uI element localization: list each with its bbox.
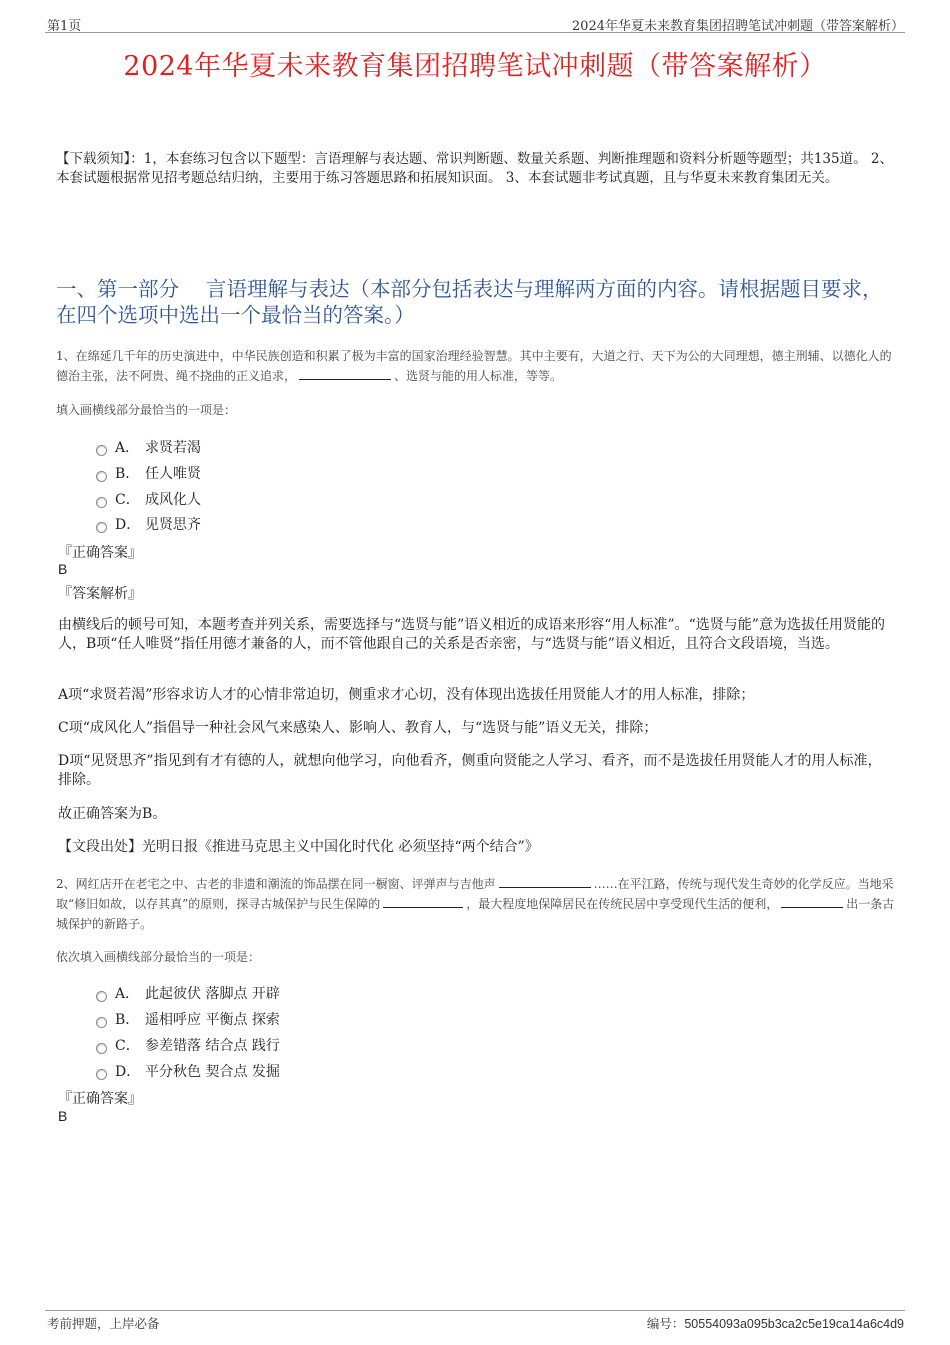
correct-answer: B xyxy=(58,561,68,577)
analysis-paragraph: C项“成风化人”指倡导一种社会风气来感染人、影响人、教育人，与“选贤与能”语义无关，排除； xyxy=(58,720,658,736)
download-notice: 【下载须知】：1，本套练习包含以下题型：言语理解与表达题、常识判断题、数量关系题、判断推理题和资料分析题等题型；共135道。 2、本套试题根据常见招考题总结归纳，主要用于练习答题思路和拓展知识面。 3、本套试题非考试真题，且与华夏未来教育集团无关。 xyxy=(56,151,893,186)
analysis-conclusion: 故正确答案为B。 xyxy=(58,806,167,822)
option-letter: B． xyxy=(115,466,140,482)
question-1-option-c[interactable] xyxy=(96,489,201,509)
header-doc-title: 2024年华夏未来教育集团招聘笔试冲刺题（带答案解析） xyxy=(571,19,904,34)
question-1-option-a[interactable] xyxy=(96,437,201,457)
question-2-option-b[interactable] xyxy=(96,1009,280,1029)
serial-code: 50554093a095b3ca2c5e19ca14a6c4d9 xyxy=(684,1317,904,1331)
answer-blank xyxy=(781,895,843,908)
radio-icon[interactable] xyxy=(96,1069,107,1080)
footer-serial xyxy=(647,1314,904,1332)
answer-blank xyxy=(383,895,463,908)
question-1-option-b[interactable] xyxy=(96,463,201,483)
answer-blank xyxy=(499,875,591,888)
correct-answer-label: 『正确答案』 xyxy=(58,1091,142,1107)
option-letter: A． xyxy=(115,986,140,1002)
question-1-stem xyxy=(56,346,901,386)
question-2-option-a[interactable] xyxy=(96,983,280,1003)
question-2-option-c[interactable] xyxy=(96,1035,280,1055)
option-letter: C． xyxy=(115,492,140,508)
option-letter: D． xyxy=(115,517,141,533)
question-2-option-d[interactable] xyxy=(96,1061,280,1081)
option-text: 遥相呼应 平衡点 探索 xyxy=(145,1012,280,1028)
question-2-stem xyxy=(56,874,901,934)
serial-label: 编号： xyxy=(646,1316,685,1331)
radio-icon[interactable] xyxy=(96,522,107,533)
option-text: 求贤若渴 xyxy=(145,440,201,456)
question-1-instruction: 填入画横线部分最恰当的一项是： xyxy=(56,403,237,417)
header-divider xyxy=(45,32,905,33)
correct-answer: B xyxy=(58,1108,68,1124)
option-letter: A． xyxy=(115,440,140,456)
page-number: 第1页 xyxy=(47,19,82,34)
answer-blank xyxy=(299,367,391,380)
question-2-stem-text-1: 2、网红店开在老宅之中、古老的非遗和潮流的饰品摆在同一橱窗、评弹声与吉他声 xyxy=(56,877,496,891)
question-2-stem-text-2: ……在平江路，传统与现代发生奇妙的化学反应。当地采取“修旧如故，以存其真”的原则，探寻古城保护与民生保障的 xyxy=(56,877,894,911)
document-title: 2024年华夏未来教育集团招聘笔试冲刺题（带答案解析） xyxy=(123,51,827,82)
radio-icon[interactable] xyxy=(96,445,107,456)
radio-icon[interactable] xyxy=(96,1017,107,1028)
section-heading: 一、第一部分 言语理解与表达（本部分包括表达与理解两方面的内容。请根据题目要求，在四个选项中选出一个最恰当的答案。） xyxy=(56,277,883,327)
analysis-label: 『答案解析』 xyxy=(58,586,142,602)
footer-slogan: 考前押题，上岸必备 xyxy=(47,1316,160,1331)
option-text: 平分秋色 契合点 发掘 xyxy=(145,1064,280,1080)
question-2-instruction: 依次填入画横线部分最恰当的一项是： xyxy=(56,950,261,964)
radio-icon[interactable] xyxy=(96,497,107,508)
option-text: 见贤思齐 xyxy=(145,517,201,533)
analysis-paragraph: A项“求贤若渴”形容求访人才的心情非常迫切，侧重求才心切，没有体现出选拔任用贤能人才的用人标准，排除； xyxy=(58,687,755,703)
question-1-option-d[interactable] xyxy=(96,514,201,534)
question-2-stem-text-3: ，最大程度地保障居民在传统民居中享受现代生活的便利， xyxy=(466,897,779,911)
source-reference: 【文段出处】光明日报《推进马克思主义中国化时代化 必须坚持“两个结合”》 xyxy=(58,839,539,855)
option-letter: D． xyxy=(115,1064,141,1080)
radio-icon[interactable] xyxy=(96,991,107,1002)
question-2-stem-text-4: 出一条古城保护的新路子。 xyxy=(56,897,895,931)
analysis-paragraph: D项“见贤思齐”指见到有才有德的人，就想向他学习，向他看齐，侧重向贤能之人学习、看齐，而不是选拔任用贤能人才的用人标准，排除。 xyxy=(58,753,882,788)
question-1-stem-text-2: 、选贤与能的用人标准，等等。 xyxy=(394,369,563,383)
analysis-paragraph: 由横线后的顿号可知，本题考查并列关系，需要选择与“选贤与能”语义相近的成语来形容“用人标准”。“选贤与能”意为选拔任用贤能的人，B项“任人唯贤”指任用德才兼备的人，而不管他跟自己的关系是否亲密，与“选贤与能”语义相近，且符合文段语境，当选。 xyxy=(58,617,885,652)
option-text: 参差错落 结合点 践行 xyxy=(145,1038,280,1054)
option-letter: C． xyxy=(115,1038,140,1054)
option-text: 此起彼伏 落脚点 开辟 xyxy=(145,986,280,1002)
footer-divider xyxy=(45,1310,905,1311)
question-1-stem-text-1: 1、在绵延几千年的历史演进中，中华民族创造和积累了极为丰富的国家治理经验智慧。其中主要有，大道之行、天下为公的大同理想，德主刑辅、以德化人的德治主张，法不阿贵、绳不挠曲的正义追求， xyxy=(56,349,892,383)
correct-answer-label: 『正确答案』 xyxy=(58,545,142,561)
radio-icon[interactable] xyxy=(96,471,107,482)
option-letter: B． xyxy=(115,1012,140,1028)
option-text: 成风化人 xyxy=(145,492,201,508)
radio-icon[interactable] xyxy=(96,1043,107,1054)
option-text: 任人唯贤 xyxy=(145,466,201,482)
